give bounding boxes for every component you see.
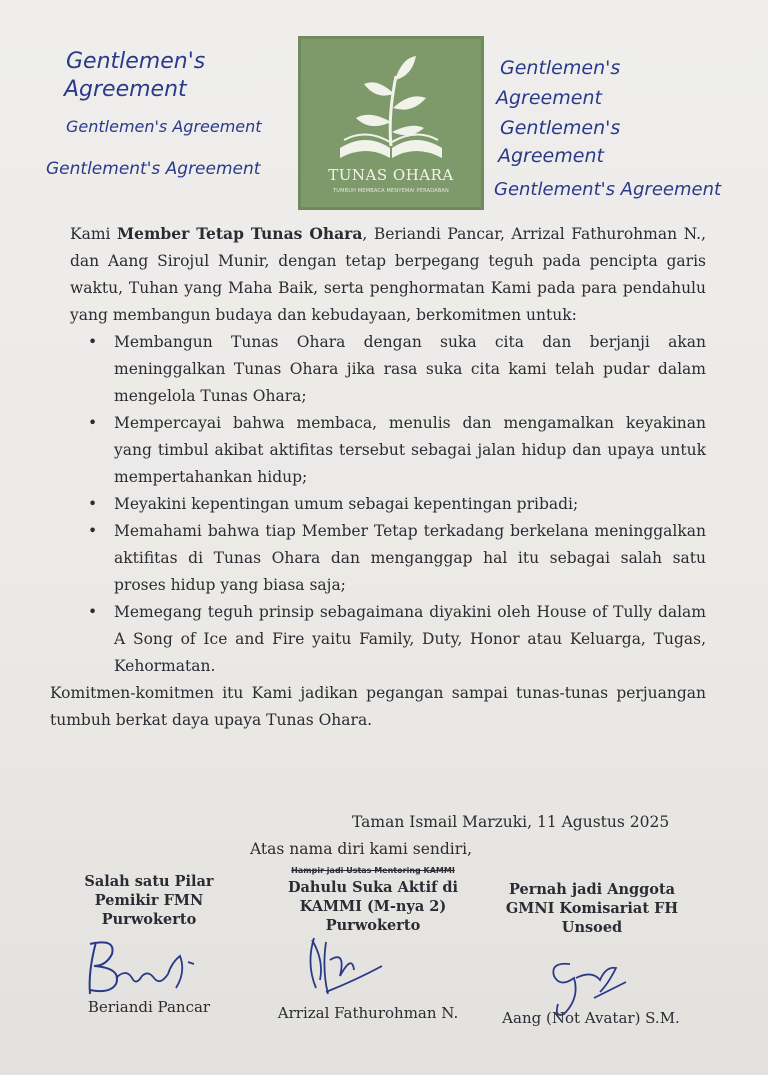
signature-1 <box>76 932 216 1002</box>
signatory-1-role <box>66 872 232 929</box>
handwritten-note-right-1: Gentlemen's <box>500 57 621 79</box>
list-item <box>70 518 706 599</box>
signatory-3-role <box>492 880 692 937</box>
commitment-text: Memegang teguh prinsip sebagaimana diyakini oleh House of Tully dalam A Song of Ice and Fire yaitu Family, Duty, Honor atau Keluarga, Tugas, Kehormatan. <box>114 603 706 675</box>
commitment-list <box>70 329 706 680</box>
closing-paragraph: Komitmen-komitmen itu Kami jadikan pegangan sampai tunas-tunas perjuangan tumbuh berkat daya upaya Tunas Ohara. <box>50 684 706 729</box>
commitment-text: Membangun Tunas Ohara dengan suka cita dan berjanji akan meninggalkan Tunas Ohara jika rasa suka cita kami telah pudar dalam mengelola Tunas Ohara; <box>114 333 706 405</box>
tunas-ohara-logo <box>298 36 484 210</box>
commitment-text: Meyakini kepentingan umum sebagai kepentingan pribadi; <box>114 495 579 513</box>
signatory-role: Pernah jadi Anggota GMNI Komisariat FH Unsoed <box>505 881 679 936</box>
struck-note: Hampir jadi Ustas Mentoring KAMMI <box>291 866 455 875</box>
list-item <box>70 329 706 410</box>
handwritten-note-left-1: Gentlemen's <box>66 49 206 74</box>
intro-bold: Member Tetap Tunas Ohara <box>117 224 363 243</box>
handwritten-note-left-4: Gentlement's Agreement <box>46 159 261 179</box>
signatory-2-name: Arrizal Fathurohman N. <box>277 1004 459 1022</box>
signatory-3-name: Aang (Not Avatar) S.M. <box>502 1009 680 1027</box>
bullet-icon: • <box>88 414 98 432</box>
list-item <box>70 599 706 680</box>
signatory-role: Salah satu Pilar Pemikir FMN Purwokerto <box>84 873 214 928</box>
logo-title: TUNAS OHARA <box>328 166 454 184</box>
handwritten-note-right-4: Agreement <box>498 145 604 167</box>
agreement-body <box>50 220 707 734</box>
handwritten-note-right-5: Gentlement's Agreement <box>494 179 722 200</box>
bullet-icon: • <box>88 333 98 351</box>
logo-tagline: TUMBUH MEMBACA MENYEMAI PERADABAN <box>333 188 449 194</box>
handwritten-note-left-3: Gentlemen's Agreement <box>66 117 262 136</box>
commitment-text: Memahami bahwa tiap Member Tetap terkadang berkelana meninggalkan aktifitas di Tunas Ohara dan menganggap hal itu sebagai salah satu proses hidup yang biasa saja; <box>114 522 706 594</box>
commitment-text: Mempercayai bahwa membaca, menulis dan mengamalkan keyakinan yang timbul akibat aktifitas tersebut sebagai jalan hidup dan upaya untuk mempertahankan hidup; <box>114 414 706 486</box>
signature-2 <box>296 930 416 1000</box>
intro-lead: Kami <box>70 225 117 243</box>
place-date: Taman Ismail Marzuki, 11 Agustus 2025 <box>352 813 670 831</box>
handwritten-note-right-2: Agreement <box>496 87 602 109</box>
intro-rest: , Beriandi Pancar, Arrizal Fathurohman N., dan Aang Sirojul Munir, dengan tetap berpegang teguh pada pencipta garis waktu, Tuhan yang Maha Baik, serta penghormatan Kami pada para pendahulu yang membangun budaya dan kebudayaan, berkomitmen untuk: <box>70 225 707 324</box>
bullet-icon: • <box>88 495 98 513</box>
intro-paragraph <box>70 220 706 329</box>
list-item <box>70 491 706 518</box>
bullet-icon: • <box>88 522 98 540</box>
handwritten-note-right-3: Gentlemen's <box>500 117 621 139</box>
signatory-1-name: Beriandi Pancar <box>87 998 211 1016</box>
handwritten-note-left-2: Agreement <box>64 77 187 102</box>
signatory-2-role <box>268 866 478 935</box>
on-behalf-line: Atas nama diri kami sendiri, <box>250 840 473 858</box>
bullet-icon: • <box>88 603 98 621</box>
signatory-role: Dahulu Suka Aktif di KAMMI (M-nya 2) Purwokerto <box>287 879 459 934</box>
list-item <box>70 410 706 491</box>
